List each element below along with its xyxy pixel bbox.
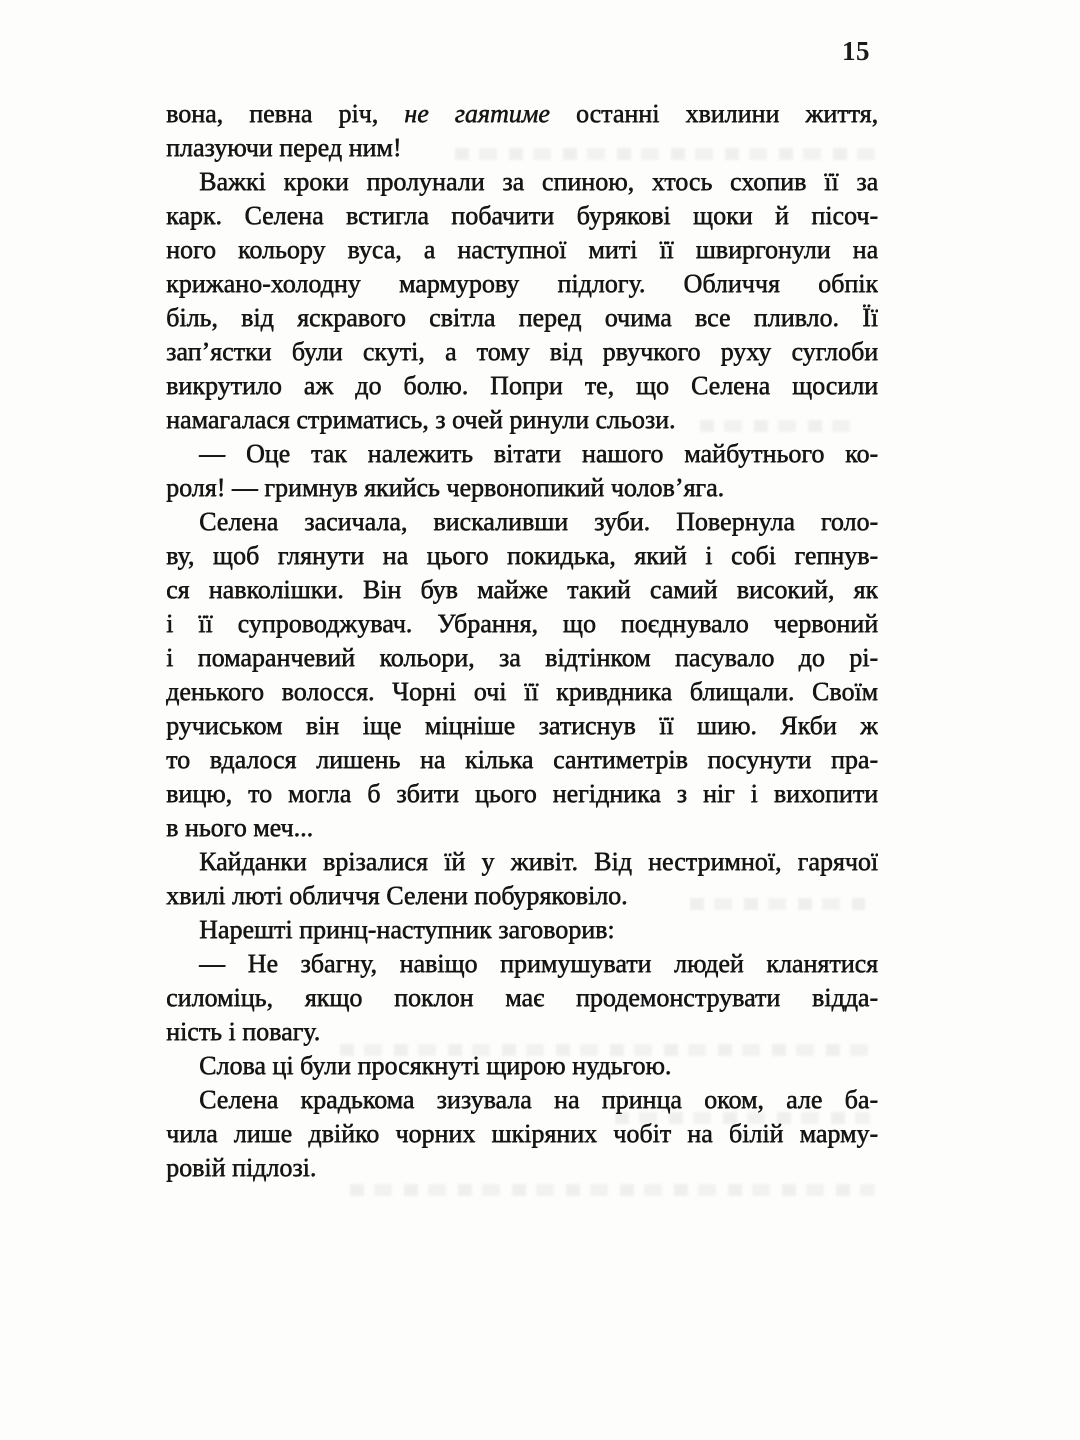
text-segment: Кайданки врізалися їй у живіт. Від нестримної, гарячої: [199, 847, 878, 876]
paragraph: [166, 913, 878, 947]
scan-artifact: [700, 420, 860, 432]
text-segment: ровій підлозі.: [166, 1153, 317, 1182]
scan-artifact: [455, 148, 875, 160]
paragraph: [166, 947, 878, 1049]
scan-artifact: [350, 1184, 875, 1196]
text-line: [166, 913, 878, 947]
italic-text: не гаятиме: [404, 99, 550, 128]
text-segment: зап’ястки були скуті, а тому від рвучкого руху суглоби: [166, 337, 878, 366]
text-line: [166, 675, 878, 709]
text-segment: плазуючи перед ним!: [166, 133, 402, 162]
text-line: [166, 199, 878, 233]
text-segment: хвилі люті обличчя Селени побуряковіло.: [166, 881, 628, 910]
text-line: [166, 539, 878, 573]
text-segment: Нарешті принц-наступник заговорив:: [199, 915, 615, 944]
text-segment: ся навколішки. Він був майже такий самий високий, як: [166, 575, 878, 604]
text-line: [166, 97, 878, 131]
scan-artifact: [690, 898, 865, 910]
scan-artifact: [615, 1112, 870, 1124]
text-line: [166, 573, 878, 607]
text-segment: ного кольору вуса, а наступної миті її швиргонули на: [166, 235, 878, 264]
text-line: [166, 777, 878, 811]
text-segment: силоміць, якщо поклон має продемонструвати відда-: [166, 983, 878, 1012]
text-segment: — Оце так належить вітати нашого майбутнього ко-: [199, 439, 878, 468]
text-segment: і помаранчевий кольори, за відтінком пасувало до рі-: [166, 643, 878, 672]
text-segment: Селена засичала, вискаливши зуби. Повернула голо-: [199, 507, 878, 536]
text-segment: вицю, то могла б збити цього негідника з ніг і вихопити: [166, 779, 878, 808]
page-number: 15: [842, 36, 870, 66]
text-line: [166, 233, 878, 267]
text-line: [166, 267, 878, 301]
text-segment: викрутило аж до болю. Попри те, що Селена щосили: [166, 371, 878, 400]
text-line: [166, 437, 878, 471]
text-line: [166, 369, 878, 403]
text-line: [166, 641, 878, 675]
text-line: [166, 301, 878, 335]
text-line: [166, 505, 878, 539]
text-line: [166, 471, 878, 505]
text-line: [166, 709, 878, 743]
text-line: [166, 811, 878, 845]
text-segment: роля! — гримнув якийсь червонопикий чолов’яга.: [166, 473, 725, 502]
text-segment: вона, певна річ,: [166, 99, 405, 128]
text-line: [166, 981, 878, 1015]
paragraph: [166, 437, 878, 505]
text-segment: то вдалося лишень на кілька сантиметрів посунути пра-: [166, 745, 878, 774]
text-segment: крижано-холодну мармурову підлогу. Обличчя обпік: [166, 269, 878, 298]
text-segment: ву, щоб глянути на цього покидька, який і собі гепнув-: [166, 541, 878, 570]
paragraph: [166, 1083, 878, 1185]
paragraph: [166, 505, 878, 845]
text-segment: ність і повагу.: [166, 1017, 321, 1046]
text-segment: чила лише двійко чорних шкіряних чобіт на білій марму-: [166, 1119, 878, 1148]
paragraph: [166, 165, 878, 437]
text-segment: карк. Селена встигла побачити бурякові щоки й пісоч-: [166, 201, 878, 230]
text-segment: біль, від яскравого світла перед очима все пливло. Її: [166, 303, 878, 332]
text-segment: Важкі кроки пролунали за спиною, хтось схопив її за: [199, 167, 878, 196]
text-segment: — Не збагну, навіщо примушувати людей кланятися: [199, 949, 878, 978]
text-segment: Селена крадькома зизувала на принца оком, але ба-: [199, 1085, 878, 1114]
text-segment: ручиськом він іще міцніше затиснув її шию. Якби ж: [166, 711, 878, 740]
text-line: [166, 165, 878, 199]
text-segment: в нього меч...: [166, 813, 313, 842]
text-line: [166, 947, 878, 981]
text-block: [166, 97, 878, 1185]
text-segment: Слова ці були просякнуті щирою нудьгою.: [199, 1051, 672, 1080]
text-line: [166, 1151, 878, 1185]
text-segment: денького волосся. Чорні очі її кривдника блищали. Своїм: [166, 677, 878, 706]
text-segment: останні хвилини життя,: [549, 99, 878, 128]
text-line: [166, 607, 878, 641]
text-segment: намагалася стриматись, з очей ринули сльози.: [166, 405, 676, 434]
text-segment: і її супроводжувач. Убрання, що поєднувало червоний: [166, 609, 878, 638]
text-line: [166, 335, 878, 369]
scan-artifact: [340, 1044, 875, 1056]
text-line: [166, 743, 878, 777]
text-line: [166, 845, 878, 879]
